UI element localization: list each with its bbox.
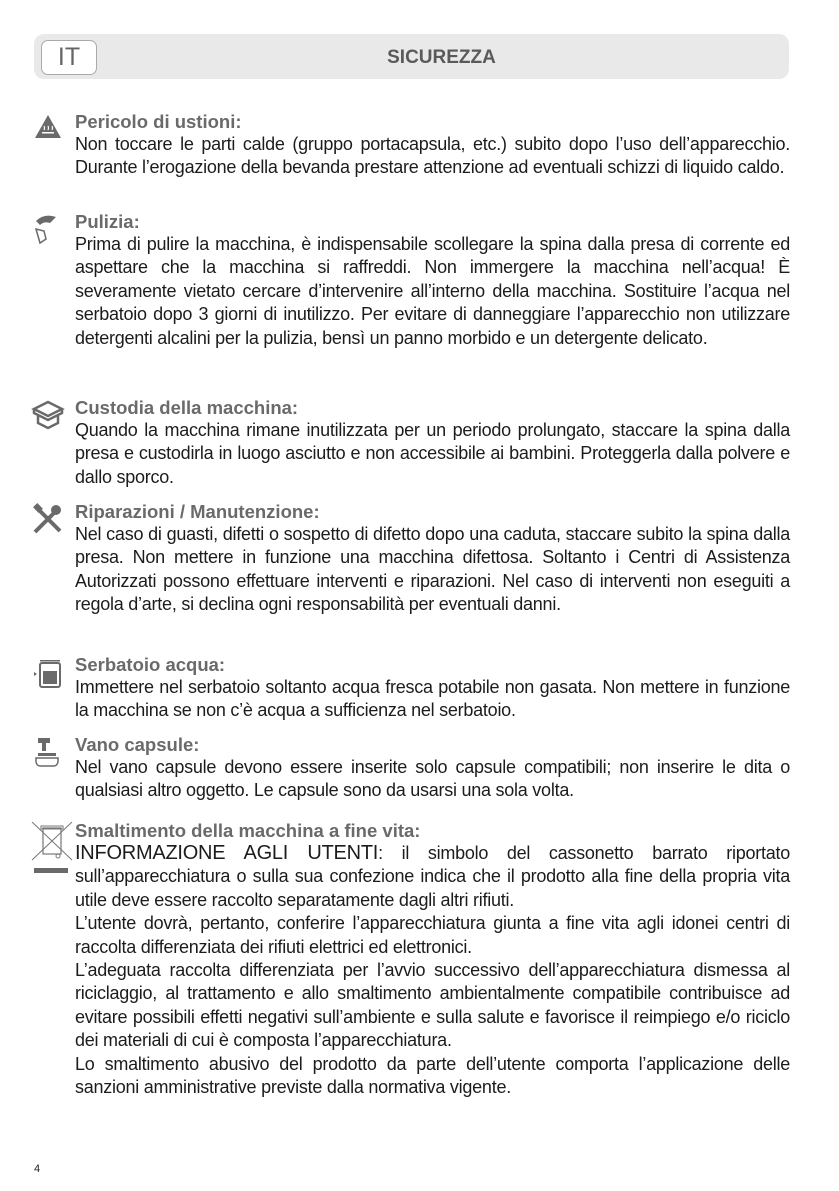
section-heading: Pulizia: (75, 211, 140, 232)
section-heading: Smaltimento della macchina a fine vita: (75, 820, 421, 841)
section-text: Quando la macchina rimane inutilizzata per un periodo prolungato, staccare la spina dalla presa e custodirla in luogo asciutto e non accessibile ai bambini. Proteggerla dalla polvere e dallo sporco. (75, 420, 790, 487)
section-cleaning (30, 211, 790, 350)
repair-tools-icon (30, 501, 66, 537)
section-heading: Vano capsule: (75, 734, 200, 755)
cleaning-icon (30, 211, 66, 247)
section-text (75, 842, 790, 912)
disposal-text-1: : il simbolo del cassonetto barrato riportato sull’apparecchiatura o sulla sua confezione indica che il prodotto alla fine della propria vita utile deve essere raccolto separatamente dagli altri rifiuti. (75, 843, 790, 910)
section-text: Prima di pulire la macchina, è indispensabile scollegare la spina dalla presa di corrente ed aspettare che la macchina si raffreddi. Non immergere la macchina nell’acqua! È severamente vietato cercare d’intervenire all’interno della macchina. Sostituire l’acqua nel serbatoio dopo 3 giorni di inutilizzo. Per evitare di danneggiare l’apparecchio non utilizzare detergenti alcalini per la pulizia, bensì un panno morbido e un detergente delicato. (75, 234, 790, 348)
section-text: L’utente dovrà, pertanto, conferire l’apparecchiatura giunta a fine vita agli idonei centri di raccolta differenziata dei rifiuti elettrici ed elettronici. (75, 913, 790, 957)
section-capsule-compartment (30, 734, 790, 803)
section-disposal (30, 820, 790, 1099)
section-heading: Serbatoio acqua: (75, 654, 226, 675)
section-heading: Riparazioni / Manutenzione: (75, 501, 320, 522)
section-header (34, 34, 789, 79)
section-water-tank (30, 654, 790, 723)
weee-crossed-bin-icon (30, 820, 74, 874)
users-info-lead: INFORMAZIONE AGLI UTENTI (75, 842, 379, 864)
section-repairs (30, 501, 790, 617)
section-text: Non toccare le parti calde (gruppo portacapsula, etc.) subito dopo l’uso dell’apparecchio. Durante l’erogazione della bevanda prestare attenzione ad eventuali schizzi di liquido caldo. (75, 134, 790, 178)
section-storage (30, 397, 790, 489)
section-heading: Custodia della macchina: (75, 397, 299, 418)
section-text: Lo smaltimento abusivo del prodotto da parte dell’utente comporta l’applicazione delle sanzioni amministrative previste dalla normativa vigente. (75, 1053, 790, 1098)
storage-box-icon (30, 397, 66, 433)
page-title: SICUREZZA (387, 47, 496, 68)
section-burn-hazard (30, 111, 790, 180)
section-text: Nel vano capsule devono essere inserite solo capsule compatibili; non inserire le dita o qualsiasi altro oggetto. Le capsule sono da usarsi una sola volta. (75, 757, 790, 801)
page-number: 4 (34, 1163, 41, 1175)
section-text: Nel caso di guasti, difetti o sospetto di difetto dopo una caduta, staccare subito la spina dalla presa. Non mettere in funzione una macchina difettosa. Soltanto i Centri di Assistenza Autorizzati possono effettuare interventi e riparazioni. Nel caso di interventi non eseguiti a regola d’arte, si declina ogni responsabilità per eventuali danni. (75, 524, 790, 615)
section-heading: Pericolo di ustioni: (75, 111, 242, 132)
language-badge: IT (41, 40, 97, 75)
section-text: L’adeguata raccolta differenziata per l’avvio successivo dell’apparecchiatura dismessa al riciclaggio, al trattamento e allo smaltimento ambientalmente compatibile contribuisce ad evitare possibili effetti negativi sull’ambiente e sulla salute e favorisce il reimpiego e/o riciclo dei materiali di cui è composta l’apparecchiatura. (75, 960, 790, 1051)
water-tank-icon (30, 654, 66, 690)
hot-surface-warning-icon (30, 111, 66, 147)
section-text: Immettere nel serbatoio soltanto acqua fresca potabile non gasata. Non mettere in funzione la macchina se non c’è acqua a sufficienza nel serbatoio. (75, 677, 790, 721)
capsule-compartment-icon (30, 734, 66, 770)
